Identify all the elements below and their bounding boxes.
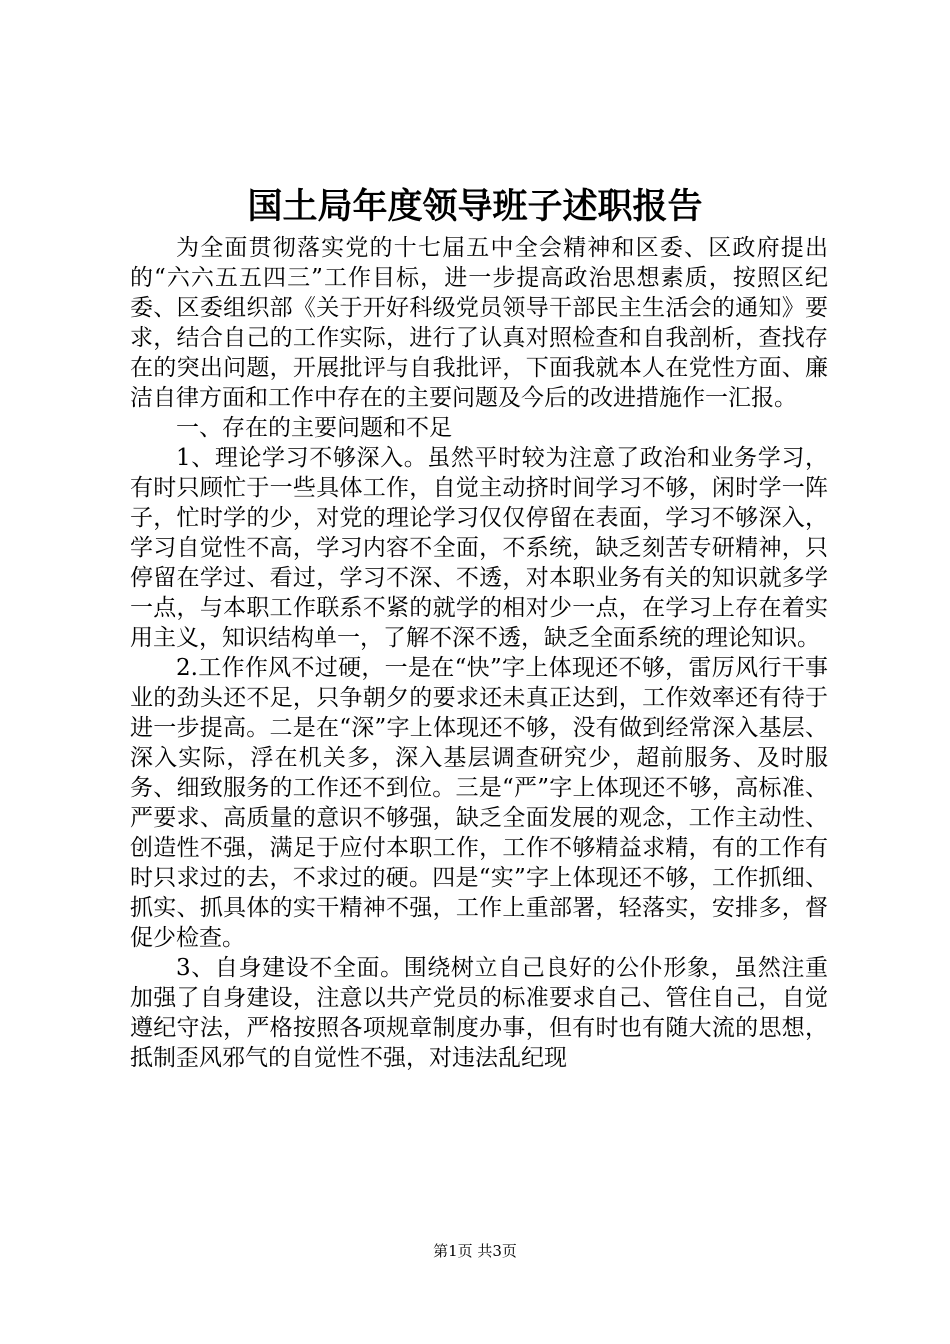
document-body <box>130 233 828 1073</box>
paragraph-item-1: 1、理论学习不够深入。虽然平时较为注意了政治和业务学习，有时只顾忙于一些具体工作，自觉主动挤时间学习不够，闲时学一阵子，忙时学的少，对党的理论学习仅仅停留在表面，学习不够深入，学习自觉性不高，学习内容不全面，不系统，缺乏刻苦专研精神，只停留在学过、看过，学习不深、不透，对本职业务有关的知识就多学一点，与本职工作联系不紧的就学的相对少一点，在学习上存在着实用主义，知识结构单一，了解不深不透，缺乏全面系统的理论知识。 <box>130 445 828 651</box>
page-footer: 第1页 共3页 <box>433 1242 517 1260</box>
paragraph-item-2: 2.工作作风不过硬，一是在“快”字上体现还不够，雷厉风行干事业的劲头还不足，只争朝夕的要求还未真正达到，工作效率还有待于进一步提高。二是在“深”字上体现还不够，没有做到经常深入基层、深入实际，浮在机关多，深入基层调查研究少，超前服务、及时服务、细致服务的工作还不到位。三是“严”字上体现还不够，高标准、严要求、高质量的意识不够强，缺乏全面发展的观念，工作主动性、创造性不强，满足于应付本职工作，工作不够精益求精，有的工作有时只求过的去，不求过的硬。四是“实”字上体现还不够，工作抓细、抓实、抓具体的实干精神不强，工作上重部署，轻落实，安排多，督促少检查。 <box>130 655 828 951</box>
paragraph-item-3: 3、自身建设不全面。围绕树立自己良好的公仆形象，虽然注重加强了自身建设，注意以共产党员的标准要求自己、管住自己，自觉遵纪守法，严格按照各项规章制度办事，但有时也有随大流的思想，抵制歪风邪气的自觉性不强，对违法乱纪现 <box>130 955 828 1071</box>
document-title: 国土局年度领导班子述职报告 <box>247 186 703 227</box>
paragraph-intro: 为全面贯彻落实党的十七届五中全会精神和区委、区政府提出的“六六五五四三”工作目标，进一步提高政治思想素质，按照区纪委、区委组织部《关于开好科级党员领导干部民主生活会的通知》要求，结合自己的工作实际，进行了认真对照检查和自我剖析，查找存在的突出问题，开展批评与自我批评，下面我就本人在党性方面、廉洁自律方面和工作中存在的主要问题及今后的改进措施作一汇报。 <box>130 235 828 411</box>
section-heading: 一、存在的主要问题和不足 <box>176 415 452 441</box>
